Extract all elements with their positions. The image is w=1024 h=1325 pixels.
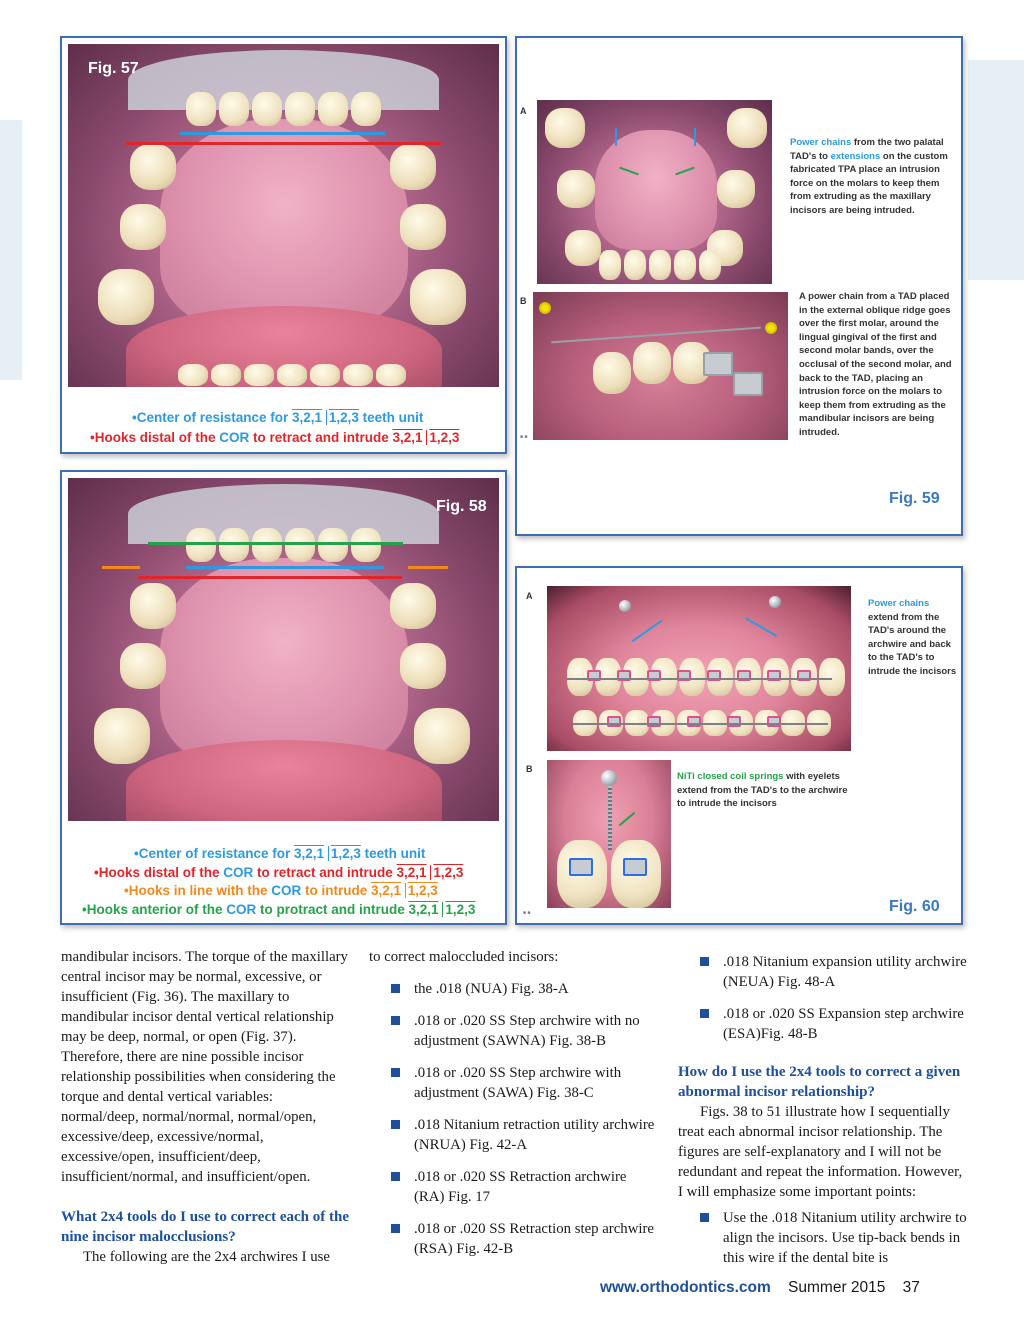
figure-57: [60, 36, 507, 454]
cor-line-blue: [186, 566, 384, 569]
figure-60-photo-b: [547, 760, 671, 908]
text-column-3: [678, 952, 970, 1268]
figure-58-caption-distal: •Hooks distal of the COR to retract and intrude 3,2,1 1,2,3: [94, 865, 464, 880]
figure-57-caption-distal: •Hooks distal of the COR to retract and intrude 3,2,1 1,2,3: [90, 430, 460, 445]
figure-58-caption-anterior: •Hooks anterior of the COR to protract and intrude 3,2,1 1,2,3: [82, 902, 476, 917]
archwire-list-item: .018 or .020 SS Expansion step archwire (ESA)Fig. 48-B: [678, 1004, 970, 1044]
figure-59-letter-a: A: [520, 106, 527, 116]
figure-60-photo-a: [547, 586, 851, 751]
column-3-heading: How do I use the 2x4 tools to correct a given abnormal incisor relationship?: [678, 1064, 961, 1100]
column-1-paragraph: mandibular incisors. The torque of the maxillary central incisor may be normal, excessive, or insufficient (Fig. 36). The maxillary to mandibular incisor dental vertical relationship may be deep, normal, or open (Fig. 37). Therefore, there are nine possible incisor relationship possibilities when considering the torque and dental vertical variables: normal/deep, normal/normal, normal/open, excessive/deep, excessive/normal, excessive/open, insufficient/deep, insufficient/normal, and insufficient/open.: [61, 949, 348, 1185]
tip-list-item: Use the .018 Nitanium utility archwire to align the incisors. Use tip-back bends in this wire if the dental bite is: [678, 1208, 970, 1268]
figure-59-caption-marker: ■ ■: [520, 434, 528, 440]
figure-58-caption-cor: •Center of resistance for 3,2,1 1,2,3 teeth unit: [134, 846, 426, 861]
text-column-2: [369, 947, 659, 1259]
archwire-list-item: .018 Nitanium retraction utility archwire (NRUA) Fig. 42-A: [369, 1115, 659, 1155]
figure-59-note-b: A power chain from a TAD placed in the external oblique ridge goes over the first molar, around the lingual gingival of the first and second molar bands, over the occlusal of the second molar, and back to the TAD, placing an intrusion force on the molars to keep them from extruding as the mandibular incisors are being intruded.: [799, 291, 952, 438]
hook-line-orange-right: [408, 566, 448, 569]
figure-58-photo: [68, 478, 499, 821]
figure-59-photo-a: [537, 100, 772, 284]
cor-line-blue: [180, 132, 385, 135]
background-stripe-right: [968, 60, 1024, 280]
figure-58-caption-inline: •Hooks in line with the COR to intrude 3,2,1 1,2,3: [124, 883, 438, 898]
figure-57-caption-cor: •Center of resistance for 3,2,1 1,2,3 teeth unit: [132, 410, 424, 425]
figure-60-label: Fig. 60: [889, 898, 940, 915]
issue-season: Summer 2015: [788, 1279, 886, 1296]
figure-59-note-a: Power chains from the two palatal TAD's to extensions on the custom fabricated TPA place an intrusion force on the molars to keep them from extruding as the maxillary incisors are being intruded.: [790, 137, 948, 216]
archwire-list-item: .018 or .020 SS Retraction archwire (RA) Fig. 17: [369, 1167, 659, 1207]
figure-60-letter-a: A: [526, 591, 533, 601]
website-link[interactable]: www.orthodontics.com: [600, 1279, 771, 1296]
hook-line-red: [126, 142, 441, 145]
cor-line-green: [148, 542, 403, 545]
column-1-paragraph-2: The following are the 2x4 archwires I use: [83, 1249, 330, 1265]
figure-60-note-b: NiTi closed coil springs with eyelets extend from the TAD's to the archwire to intrude the incisors: [677, 771, 848, 810]
figure-60-caption-marker: ■ ■: [523, 910, 531, 916]
figure-59-label: Fig. 59: [889, 490, 940, 507]
figure-59-letter-b: B: [520, 296, 527, 306]
page-footer: [600, 1279, 920, 1297]
figure-59-photo-b: [533, 292, 788, 440]
figure-58-label: Fig. 58: [436, 498, 487, 515]
archwire-list-item: .018 Nitanium expansion utility archwire (NEUA) Fig. 48-A: [678, 952, 970, 992]
page-number: 37: [902, 1279, 920, 1296]
hook-line-orange-left: [102, 566, 140, 569]
figure-60-note-a: Power chains extend from the TAD's around the archwire and back to the TAD's to intrude the incisors: [868, 598, 957, 677]
archwire-list-item: the .018 (NUA) Fig. 38-A: [369, 979, 659, 999]
hook-line-red: [138, 576, 402, 579]
text-column-1: [61, 947, 351, 1267]
figure-60-letter-b: B: [526, 764, 533, 774]
column-1-heading: What 2x4 tools do I use to correct each of the nine incisor malocclusions?: [61, 1209, 350, 1245]
figure-59: [515, 36, 963, 536]
figure-60: [515, 566, 963, 925]
archwire-list-item: .018 or .020 SS Step archwire with no adjustment (SAWNA) Fig. 38-B: [369, 1011, 659, 1051]
figure-58: [60, 470, 507, 925]
archwire-list-item: .018 or .020 SS Retraction step archwire (RSA) Fig. 42-B: [369, 1219, 659, 1259]
column-2-paragraph: to correct maloccluded incisors:: [369, 949, 559, 965]
column-3-paragraph: Figs. 38 to 51 illustrate how I sequentially treat each abnormal incisor relationship. The figures are self-explanatory and I will not be redundant and repeat the information. However, I will emphasize some important points:: [678, 1104, 963, 1200]
background-stripe-left: [0, 120, 22, 380]
figure-57-photo: [68, 44, 499, 387]
figure-57-label: Fig. 57: [88, 60, 139, 77]
archwire-list-item: .018 or .020 SS Step archwire with adjustment (SAWA) Fig. 38-C: [369, 1063, 659, 1103]
